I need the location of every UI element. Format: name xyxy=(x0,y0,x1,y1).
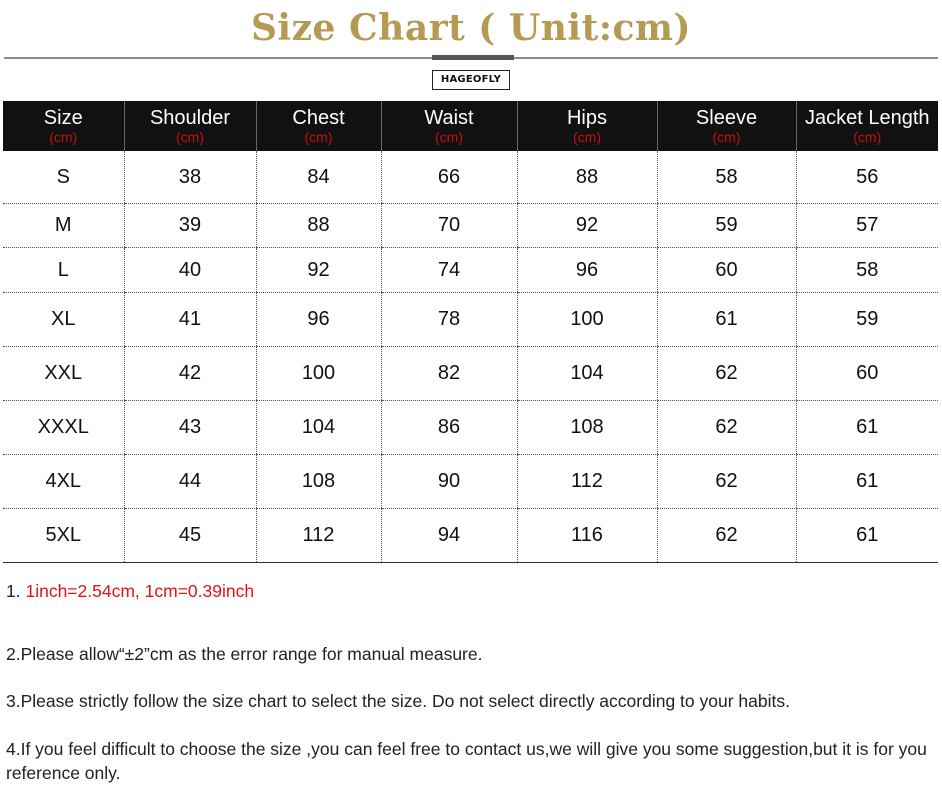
note-contact: 4.If you feel difficult to choose the size ,you can feel free to contact us,we will give you some suggestion,but it is for you reference only. xyxy=(6,739,927,783)
table-cell: 59 xyxy=(796,293,938,347)
table-cell: 62 xyxy=(657,347,796,401)
header-waist xyxy=(381,101,517,151)
table-cell: 96 xyxy=(517,248,657,293)
table-cell: 39 xyxy=(124,204,256,248)
size-chart-table xyxy=(3,101,938,563)
header-label: Chest xyxy=(292,107,345,129)
table-cell: 38 xyxy=(124,151,256,204)
table-cell: 82 xyxy=(381,347,517,401)
table-cell: 86 xyxy=(381,401,517,455)
note-conversion-text: 1inch=2.54cm, 1cm=0.39inch xyxy=(25,581,255,601)
header-unit: (cm) xyxy=(573,129,601,145)
title-divider-accent xyxy=(432,55,514,60)
table-cell: 60 xyxy=(796,347,938,401)
table-cell: 96 xyxy=(256,293,381,347)
table-cell: 104 xyxy=(256,401,381,455)
table-cell: 44 xyxy=(124,455,256,509)
table-cell: 100 xyxy=(517,293,657,347)
table-cell: 42 xyxy=(124,347,256,401)
header-chest xyxy=(256,101,381,151)
header-size xyxy=(3,101,124,151)
header-unit: (cm) xyxy=(304,129,333,145)
header-label: Jacket Length xyxy=(804,107,930,129)
table-row xyxy=(3,509,938,563)
table-cell: 62 xyxy=(657,509,796,563)
table-cell: XXL xyxy=(3,347,124,401)
table-cell: 61 xyxy=(796,455,938,509)
page-title: Size Chart ( Unit:cm) xyxy=(250,7,692,49)
table-row xyxy=(3,401,938,455)
table-cell: 45 xyxy=(124,509,256,563)
table-cell: 78 xyxy=(381,293,517,347)
table-cell: 104 xyxy=(517,347,657,401)
header-jacket-length xyxy=(796,101,938,151)
table-cell: XL xyxy=(3,293,124,347)
table-cell: 88 xyxy=(256,204,381,248)
note-number: 1. xyxy=(6,581,26,601)
table-cell: 61 xyxy=(796,509,938,563)
header-label: Waist xyxy=(424,107,474,129)
table-cell: 5XL xyxy=(3,509,124,563)
table-row xyxy=(3,293,938,347)
brand-label: HAGEOFLY xyxy=(432,70,510,90)
table-row xyxy=(3,204,938,248)
table-cell: 59 xyxy=(657,204,796,248)
table-cell: L xyxy=(3,248,124,293)
table-row xyxy=(3,151,938,204)
header-label: Sleeve xyxy=(695,107,758,129)
header-label: Size xyxy=(43,107,83,129)
table-cell: 58 xyxy=(796,248,938,293)
table-cell: 84 xyxy=(256,151,381,204)
table-cell: 62 xyxy=(657,455,796,509)
table-header-row xyxy=(3,101,938,151)
table-row xyxy=(3,248,938,293)
table-row xyxy=(3,455,938,509)
table-cell: 41 xyxy=(124,293,256,347)
note-conversion xyxy=(6,579,931,603)
note-error-range: 2.Please allow“±2”cm as the error range for manual measure. xyxy=(6,644,483,664)
table-cell: 100 xyxy=(256,347,381,401)
table-cell: 108 xyxy=(517,401,657,455)
table-cell: 66 xyxy=(381,151,517,204)
header-unit: (cm) xyxy=(176,129,204,145)
table-cell: 61 xyxy=(796,401,938,455)
table-cell: M xyxy=(3,204,124,248)
header-unit: (cm) xyxy=(853,129,882,145)
header-label: Hips xyxy=(566,107,607,129)
table-cell: S xyxy=(3,151,124,204)
table-cell: 108 xyxy=(256,455,381,509)
table-cell: 61 xyxy=(657,293,796,347)
header-hips xyxy=(517,101,657,151)
table-cell: 88 xyxy=(517,151,657,204)
table-cell: 116 xyxy=(517,509,657,563)
table-cell: 112 xyxy=(517,455,657,509)
table-cell: XXXL xyxy=(3,401,124,455)
header-sleeve xyxy=(657,101,796,151)
table-cell: 70 xyxy=(381,204,517,248)
table-cell: 92 xyxy=(517,204,657,248)
table-cell: 56 xyxy=(796,151,938,204)
table-row xyxy=(3,347,938,401)
header-shoulder xyxy=(124,101,256,151)
table-cell: 58 xyxy=(657,151,796,204)
header-label: Shoulder xyxy=(149,107,231,129)
table-cell: 74 xyxy=(381,248,517,293)
header-unit: (cm) xyxy=(712,129,741,145)
table-cell: 62 xyxy=(657,401,796,455)
table-cell: 90 xyxy=(381,455,517,509)
table-cell: 4XL xyxy=(3,455,124,509)
note-follow-chart: 3.Please strictly follow the size chart to select the size. Do not select directly according to your habits. xyxy=(6,691,790,711)
table-cell: 92 xyxy=(256,248,381,293)
table-cell: 60 xyxy=(657,248,796,293)
table-cell: 94 xyxy=(381,509,517,563)
table-cell: 40 xyxy=(124,248,256,293)
header-unit: (cm) xyxy=(435,129,463,145)
table-cell: 57 xyxy=(796,204,938,248)
header-unit: (cm) xyxy=(49,129,78,145)
table-cell: 112 xyxy=(256,509,381,563)
table-cell: 43 xyxy=(124,401,256,455)
